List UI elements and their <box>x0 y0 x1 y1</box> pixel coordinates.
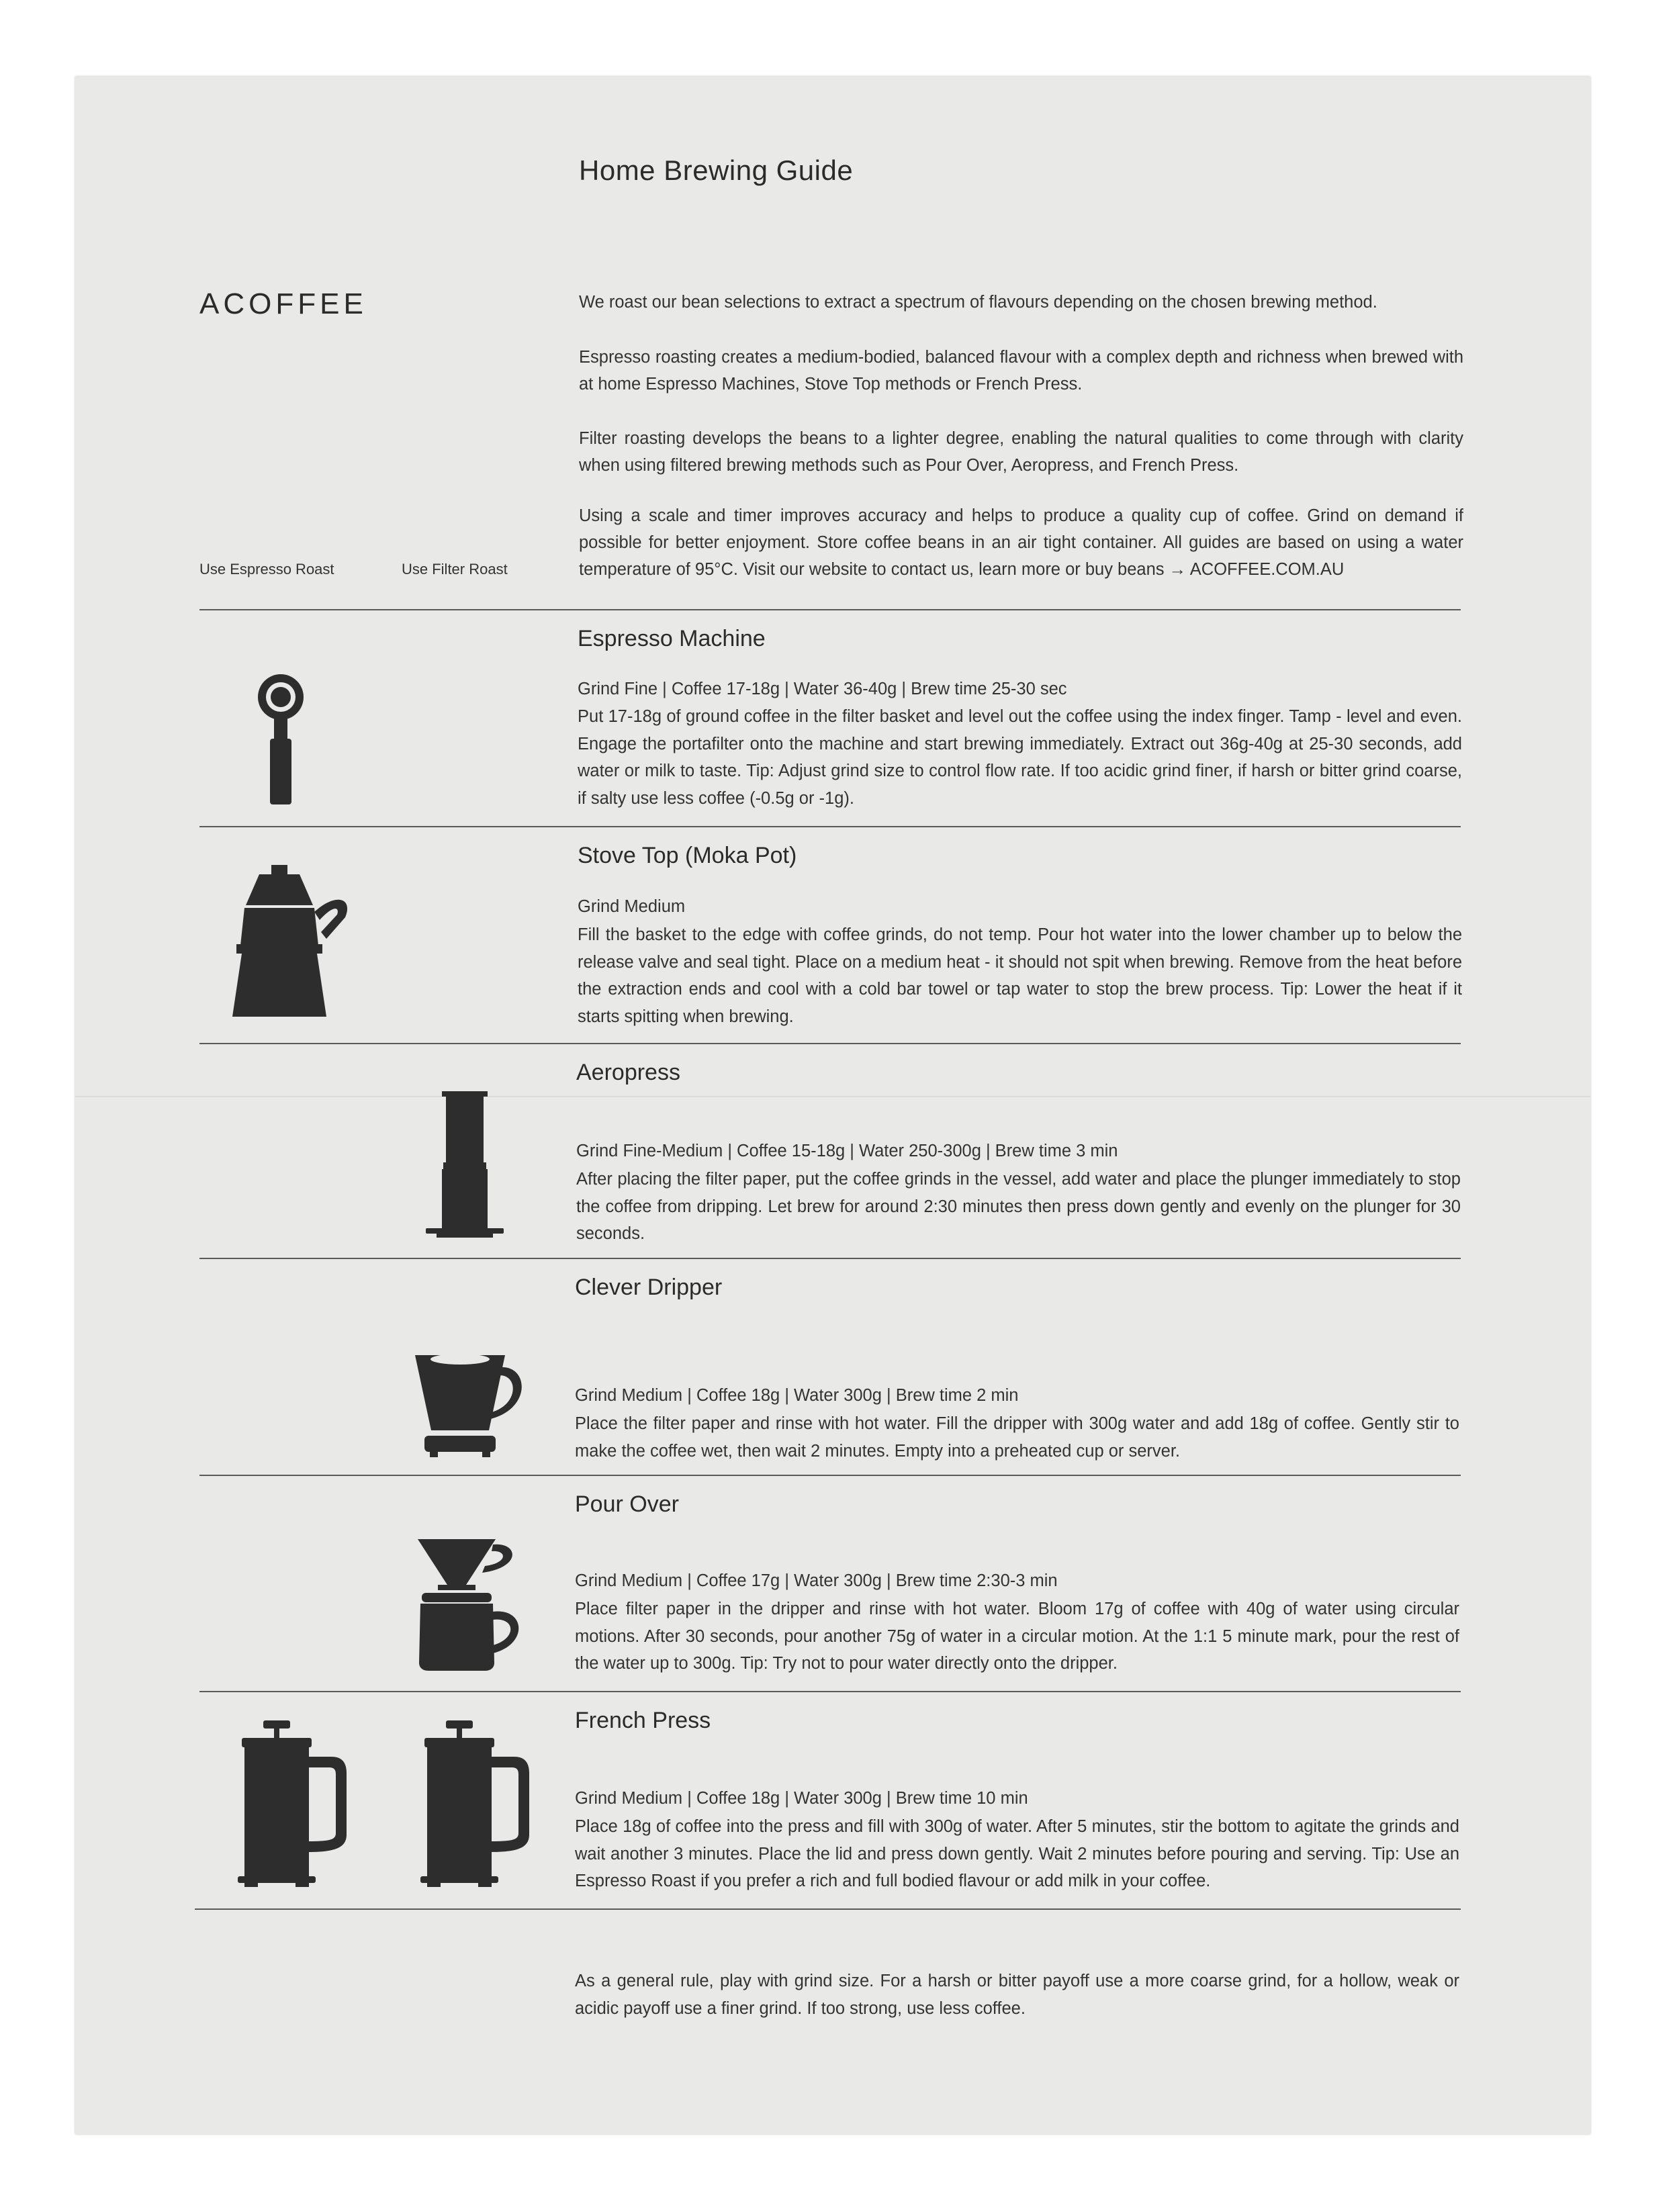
pour-over-icon <box>418 1538 525 1672</box>
section-title-pour-over: Pour Over <box>575 1491 679 1517</box>
moka-pot-icon <box>226 865 353 1019</box>
clever-dripper-icon <box>415 1350 529 1464</box>
section-spec-stove-top: Grind Medium <box>578 897 686 916</box>
french-press-icon <box>418 1720 539 1887</box>
divider <box>199 826 1461 827</box>
divider <box>199 609 1461 610</box>
divider <box>199 1475 1461 1476</box>
section-body-french-press: Place 18g of coffee into the press and fill with 300g of water. After 5 minutes, stir the bottom to agitate the grinds and wait another 3 minutes. Place the lid and press down gently. Wait 2 minutes before pouring and serving. Tip: Use an Espresso Roast if you prefer a rich and full bodied flavour or add milk in your coffee. <box>575 1817 1459 1890</box>
intro-paragraph-1: We roast our bean selections to extract a spectrum of flavours depending on the chosen brewing method. <box>579 293 1377 312</box>
section-title-espresso-machine: Espresso Machine <box>578 626 766 651</box>
french-press-icon <box>235 1720 356 1887</box>
section-title-aeropress: Aeropress <box>576 1060 680 1085</box>
paper-fold <box>75 1096 1590 1099</box>
divider <box>199 1691 1461 1692</box>
section-spec-aeropress: Grind Fine-Medium | Coffee 15-18g | Water 250-300g | Brew time 3 min <box>576 1142 1118 1160</box>
section-body-aeropress: After placing the filter paper, put the coffee grinds in the vessel, add water and place the plunger immediately to stop the coffee from dripping. Let brew for around 2:30 minutes then press down gently and evenly on the plunger for 30 seconds. <box>576 1170 1461 1243</box>
divider <box>199 1258 1461 1259</box>
section-title-stove-top: Stove Top (Moka Pot) <box>578 843 797 868</box>
section-spec-french-press: Grind Medium | Coffee 18g | Water 300g | Brew time 10 min <box>575 1789 1028 1808</box>
section-spec-clever-dripper: Grind Medium | Coffee 18g | Water 300g | Brew time 2 min <box>575 1386 1019 1405</box>
section-title-french-press: French Press <box>575 1708 711 1733</box>
divider <box>199 1043 1461 1044</box>
section-title-clever-dripper: Clever Dripper <box>575 1275 723 1300</box>
column-label-filter: Use Filter Roast <box>402 561 508 578</box>
section-spec-espresso-machine: Grind Fine | Coffee 17-18g | Water 36-40g | Brew time 25-30 sec <box>578 680 1067 698</box>
page-title: Home Brewing Guide <box>579 154 854 186</box>
section-body-stove-top: Fill the basket to the edge with coffee grinds, do not temp. Pour hot water into the lower chamber up to below the release valve and seal tight. Place on a medium heat - it should not spit when brewing. Remove from the heat before the extraction ends and cool with a cold bar towel or tap water to stop the brew process. Tip: Lower the heat if it starts spitting when brewing. <box>578 925 1462 1026</box>
divider <box>195 1908 1461 1910</box>
column-label-espresso: Use Espresso Roast <box>199 561 334 578</box>
section-body-clever-dripper: Place the filter paper and rinse with hot water. Fill the dripper with 300g water and add 18g of coffee. Gently stir to make the coffee wet, then wait 2 minutes. Empty into a preheated cup or server. <box>575 1414 1459 1461</box>
section-spec-pour-over: Grind Medium | Coffee 17g | Water 300g | Brew time 2:30-3 min <box>575 1571 1058 1590</box>
aeropress-icon <box>423 1091 506 1242</box>
intro-paragraph-4: Using a scale and timer improves accuracy and helps to produce a quality cup of coffee. Grind on demand if possible for better enjoyment. Store coffee beans in an air tight container. All guides are based on using a water temperature of 95°C. Visit our website to contact us, learn more or buy beans → ACOFFEE.COM.AU <box>579 506 1463 579</box>
footer-note: As a general rule, play with grind size. For a harsh or bitter payoff use a more coarse grind, for a hollow, weak or acidic payoff use a finer grind. If too strong, use less coffee. <box>575 1972 1459 2018</box>
section-body-pour-over: Place filter paper in the dripper and rinse with hot water. Bloom 17g of coffee with 40g of water using circular motions. After 30 seconds, pour another 75g of water in a circular motion. At the 1:1 5 minute mark, pour the rest of the water up to 300g. Tip: Try not to pour water directly onto the dripper. <box>575 1600 1459 1673</box>
intro-paragraph-2: Espresso roasting creates a medium-bodied, balanced flavour with a complex depth and richness when brewed with at home Espresso Machines, Stove Top methods or French Press. <box>579 348 1463 394</box>
portafilter-icon <box>254 672 308 806</box>
intro-paragraph-3: Filter roasting develops the beans to a lighter degree, enabling the natural qualities to come through with clarity when using filtered brewing methods such as Pour Over, Aeropress, and French Press. <box>579 429 1463 475</box>
brand-logo: ACOFFEE <box>199 287 367 320</box>
section-body-espresso-machine: Put 17-18g of ground coffee in the filter basket and level out the coffee using the index finger. Tamp - level and even. Engage the portafilter onto the machine and start brewing immediately. Extract out 36g-40g at 25-30 seconds, add water or milk to taste. Tip: Adjust grind size to control flow rate. If too acidic grind finer, if harsh or bitter grind coarse, if salty use less coffee (-0.5g or -1g). <box>578 707 1462 808</box>
